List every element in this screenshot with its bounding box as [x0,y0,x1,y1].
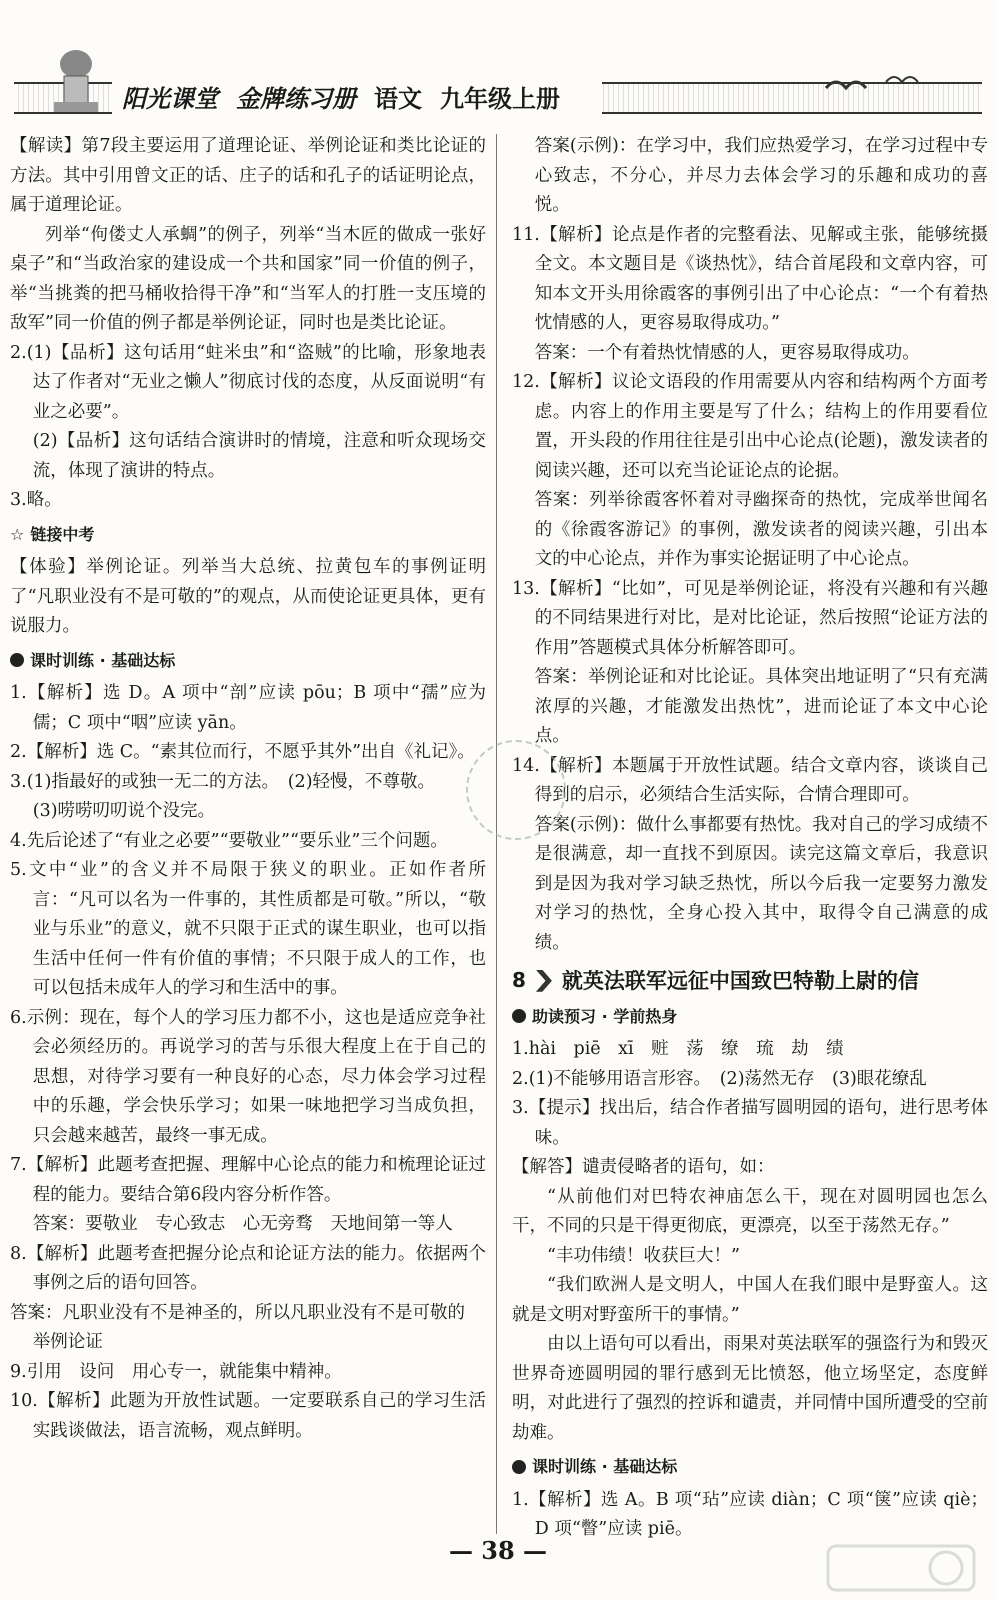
answer-text: 答案：凡职业没有不是神圣的，所以凡职业没有不是可敬的 [10,1302,465,1323]
chevron-right-icon [536,970,552,992]
answer-item: 11.【解析】论点是作者的完整看法、见解或主张，能够统摄全文。本文题目是《谈热忱》，结合首尾段和文章内容，可知本文开头用徐霞客的事例引出了中心论点：“一个有着热忱情感的人，更容易取得成功。” [512,224,988,333]
quote: “丰功伟绩！收获巨大！” [547,1245,740,1266]
answer-text: 答案：要敬业 专心致志 心无旁骛 天地间第一等人 [32,1214,453,1234]
answer-item: 3.(1)指最好的或独一无二的方法。 (2)轻慢，不尊敬。 [10,771,436,792]
section-heading [512,1452,988,1482]
section-bullet-icon [512,1460,526,1474]
answer-item: (3)唠唠叨叨说个没完。 [32,801,216,821]
answer-item: (2)【品析】这句话结合演讲时的情境，注意和听众现场交流，体现了演讲的特点。 [32,431,486,481]
answer-item: 2.(1)不能够用语言形容。 (2)荡然无存 (3)眼花缭乱 [512,1068,927,1089]
section-bullet-icon [512,1009,526,1023]
answer-item: 3.略。 [10,490,62,510]
quote: “我们欧洲人是文明人，中国人在我们眼中是野蛮人。这就是文明对野蛮所干的事情。” [512,1275,988,1325]
brand-name: 阳光课堂 [122,84,218,113]
left-column [10,132,486,1490]
paragraph: 列举“佝偻丈人承蜩”的例子，列举“当木匠的做成一张好桌子”和“当政治家的建设成一个共和国家”同一价值的例子，举“当挑粪的把马桶收拾得干净”和“当军人的打胜一支压境的敌军”同一价值的例子都是举例论证，同时也是类比论证。 [10,224,486,333]
answer-item: 2.(1)【品析】这句话用“蛀米虫”和“盗贼”的比喻，形象地表达了作者对“无业之懒人”彻底讨伐的态度，从反面说明“有业之必要”。 [10,342,486,422]
series-name: 金牌练习册 [236,84,356,113]
page-header [0,0,996,140]
answer-item: 8.【解析】此题考查把握分论点和论证方法的能力。依据两个事例之后的语句回答。 [10,1243,486,1293]
answer-text: 答案(示例)：做什么事都要有热忱。我对自己的学习成绩不是很满意，却一直找不到原因。读完这篇文章后，我意识到是因为我对学习缺乏热忱，所以今后我一定要努力激发对学习的热忱，全身心投入其中，取得令自己满意的成绩。 [534,814,988,953]
star-icon: ☆ [10,524,25,544]
watermark-logo-icon [826,1540,976,1596]
section-heading-label: 课时训练 · 基础达标 [532,1457,678,1476]
section-heading [10,520,486,550]
stamp-seal-icon [466,740,566,840]
section-heading-label: 链接中考 [30,524,95,544]
paragraph: 【解读】第7段主要运用了道理论证、举例论证和类比论证的方法。其中引用曾文正的话、庄子的话和孔子的话证明论点，属于道理论证。 [10,136,486,215]
section-heading [10,646,486,676]
answer-item: 12.【解析】议论文语段的作用需要从内容和结构两个方面考虑。内容上的作用主要是写了什么；结构上的作用要看位置，开头段的作用往往是引出中心论点(论题)，激发读者的阅读兴趣，还可以充当论证论点的论据。 [512,372,988,481]
answer-item: 5.文中“业”的含义并不局限于狭义的职业。正如作者所言：“凡可以名为一件事的，其性质都是可敬。”所以，“敬业与乐业”的意义，就不只限于正式的谋生职业，也可以指生活中任何一件有价值的事情；不只限于成人的工作，也可以包括未成年人的学习和生活中的事。 [10,860,486,998]
answer-text: 答案(示例)：在学习中，我们应热爱学习，在学习过程中专心致志，不分心，并尽力去体会学习的乐趣和成功的喜悦。 [534,136,988,215]
answer-item: 14.【解析】本题属于开放性试题。结合文章内容，谈谈自己得到的启示，必须结合生活实际，合情合理即可。 [512,755,988,805]
right-column [512,132,988,1539]
answer-text: 答案：一个有着热忱情感的人，更容易取得成功。 [534,342,920,363]
answer-item: 9.引用 设问 用心专一，就能集中精神。 [10,1361,342,1382]
birds-icon [816,60,936,100]
answer-item: 6.示例：现在，每个人的学习压力都不小，这也是适应竞争社会必须经历的。再说学习的苦与乐很大程度上在于自己的思想，对待学习要有一种良好的心态，尽力体会学习过程中的乐趣，学会快乐学习；如果一味地把学习当成负担，只会越来越苦，最终一事无成。 [10,1007,486,1146]
lesson-title-text: 就英法联军远征中国致巴特勒上尉的信 [561,968,919,993]
answer-item: 1.hài piē xī 赃 荡 缭 琉 劫 绩 [512,1039,844,1059]
section-heading-label: 助读预习 · 学前热身 [532,1006,678,1026]
answer-item: 【解答】谴责侵略者的语句，如： [512,1157,775,1177]
answer-item: 13.【解析】“比如”，可见是举例论证，将没有兴趣和有兴趣的不同结果进行对比，是对比论证，然后按照“论证方法的作用”答题模式具体分析解答即可。 [512,578,988,658]
answer-text: 答案：列举徐霞客怀着对寻幽探奇的热忱，完成举世闻名的《徐霞客游记》的事例，激发读者的阅读兴趣，引出本文的中心论点，并作为事实论据证明了中心论点。 [534,490,988,569]
subject-name: 语文 [374,84,422,113]
answer-item: 4.先后论述了“有业之必要”“要敬业”“要乐业”三个问题。 [10,830,448,851]
answer-item: 3.【提示】找出后，结合作者描写圆明园的语句，进行思考体味。 [512,1098,988,1148]
grade-name: 九年级上册 [440,84,560,113]
page-number: — 38 — [448,1536,548,1565]
answer-item: 1.【解析】选 D。A 项中“剖”应读 pōu；B 项中“孺”应为儒；C 项中“咽”应读 yān。 [10,683,486,733]
lesson-number: 8 [512,968,526,992]
lesson-title [512,966,988,996]
answer-item: 2.【解析】选 C。“素其位而行，不愿乎其外”出自《礼记》。 [10,742,475,762]
header-title [112,78,602,114]
answer-item: 10.【解析】此题为开放性试题。一定要联系自己的学习生活实践谈做法，语言流畅，观点鲜明。 [10,1391,486,1441]
section-heading-label: 课时训练 · 基础达标 [30,650,176,670]
lighthouse-logo-icon [40,46,112,116]
answer-text: 举例论证 [32,1332,103,1352]
answer-item: 1.【解析】选 A。B 项“玷”应读 diàn；C 项“箧”应读 qiè；D 项“瞥”应读 piē。 [512,1489,988,1539]
answer-text: 答案：举例论证和对比论证。具体突出地证明了“只有充满浓厚的兴趣，才能激发出热忱”，进而论证了本文中心论点。 [534,667,988,746]
quote: “从前他们对巴特农神庙怎么干，现在对圆明园也怎么干，不同的只是干得更彻底，更漂亮，以至于荡然无存。” [512,1186,988,1236]
paragraph: 由以上语句可以看出，雨果对英法联军的强盗行为和毁灭世界奇迹圆明园的罪行感到无比愤怒，他立场坚定，态度鲜明，对此进行了强烈的控诉和谴责，并同情中国所遭受的空前劫难。 [512,1334,988,1443]
answer-item: 7.【解析】此题考查把握、理解中心论点的能力和梳理论证过程的能力。要结合第6段内容分析作答。 [10,1155,486,1205]
section-bullet-icon [10,653,24,667]
section-heading [512,1002,988,1032]
paragraph: 【体验】举例论证。列举当大总统、拉黄包车的事例证明了“凡职业没有不是可敬的”的观点，从而使论证更具体，更有说服力。 [10,557,486,636]
